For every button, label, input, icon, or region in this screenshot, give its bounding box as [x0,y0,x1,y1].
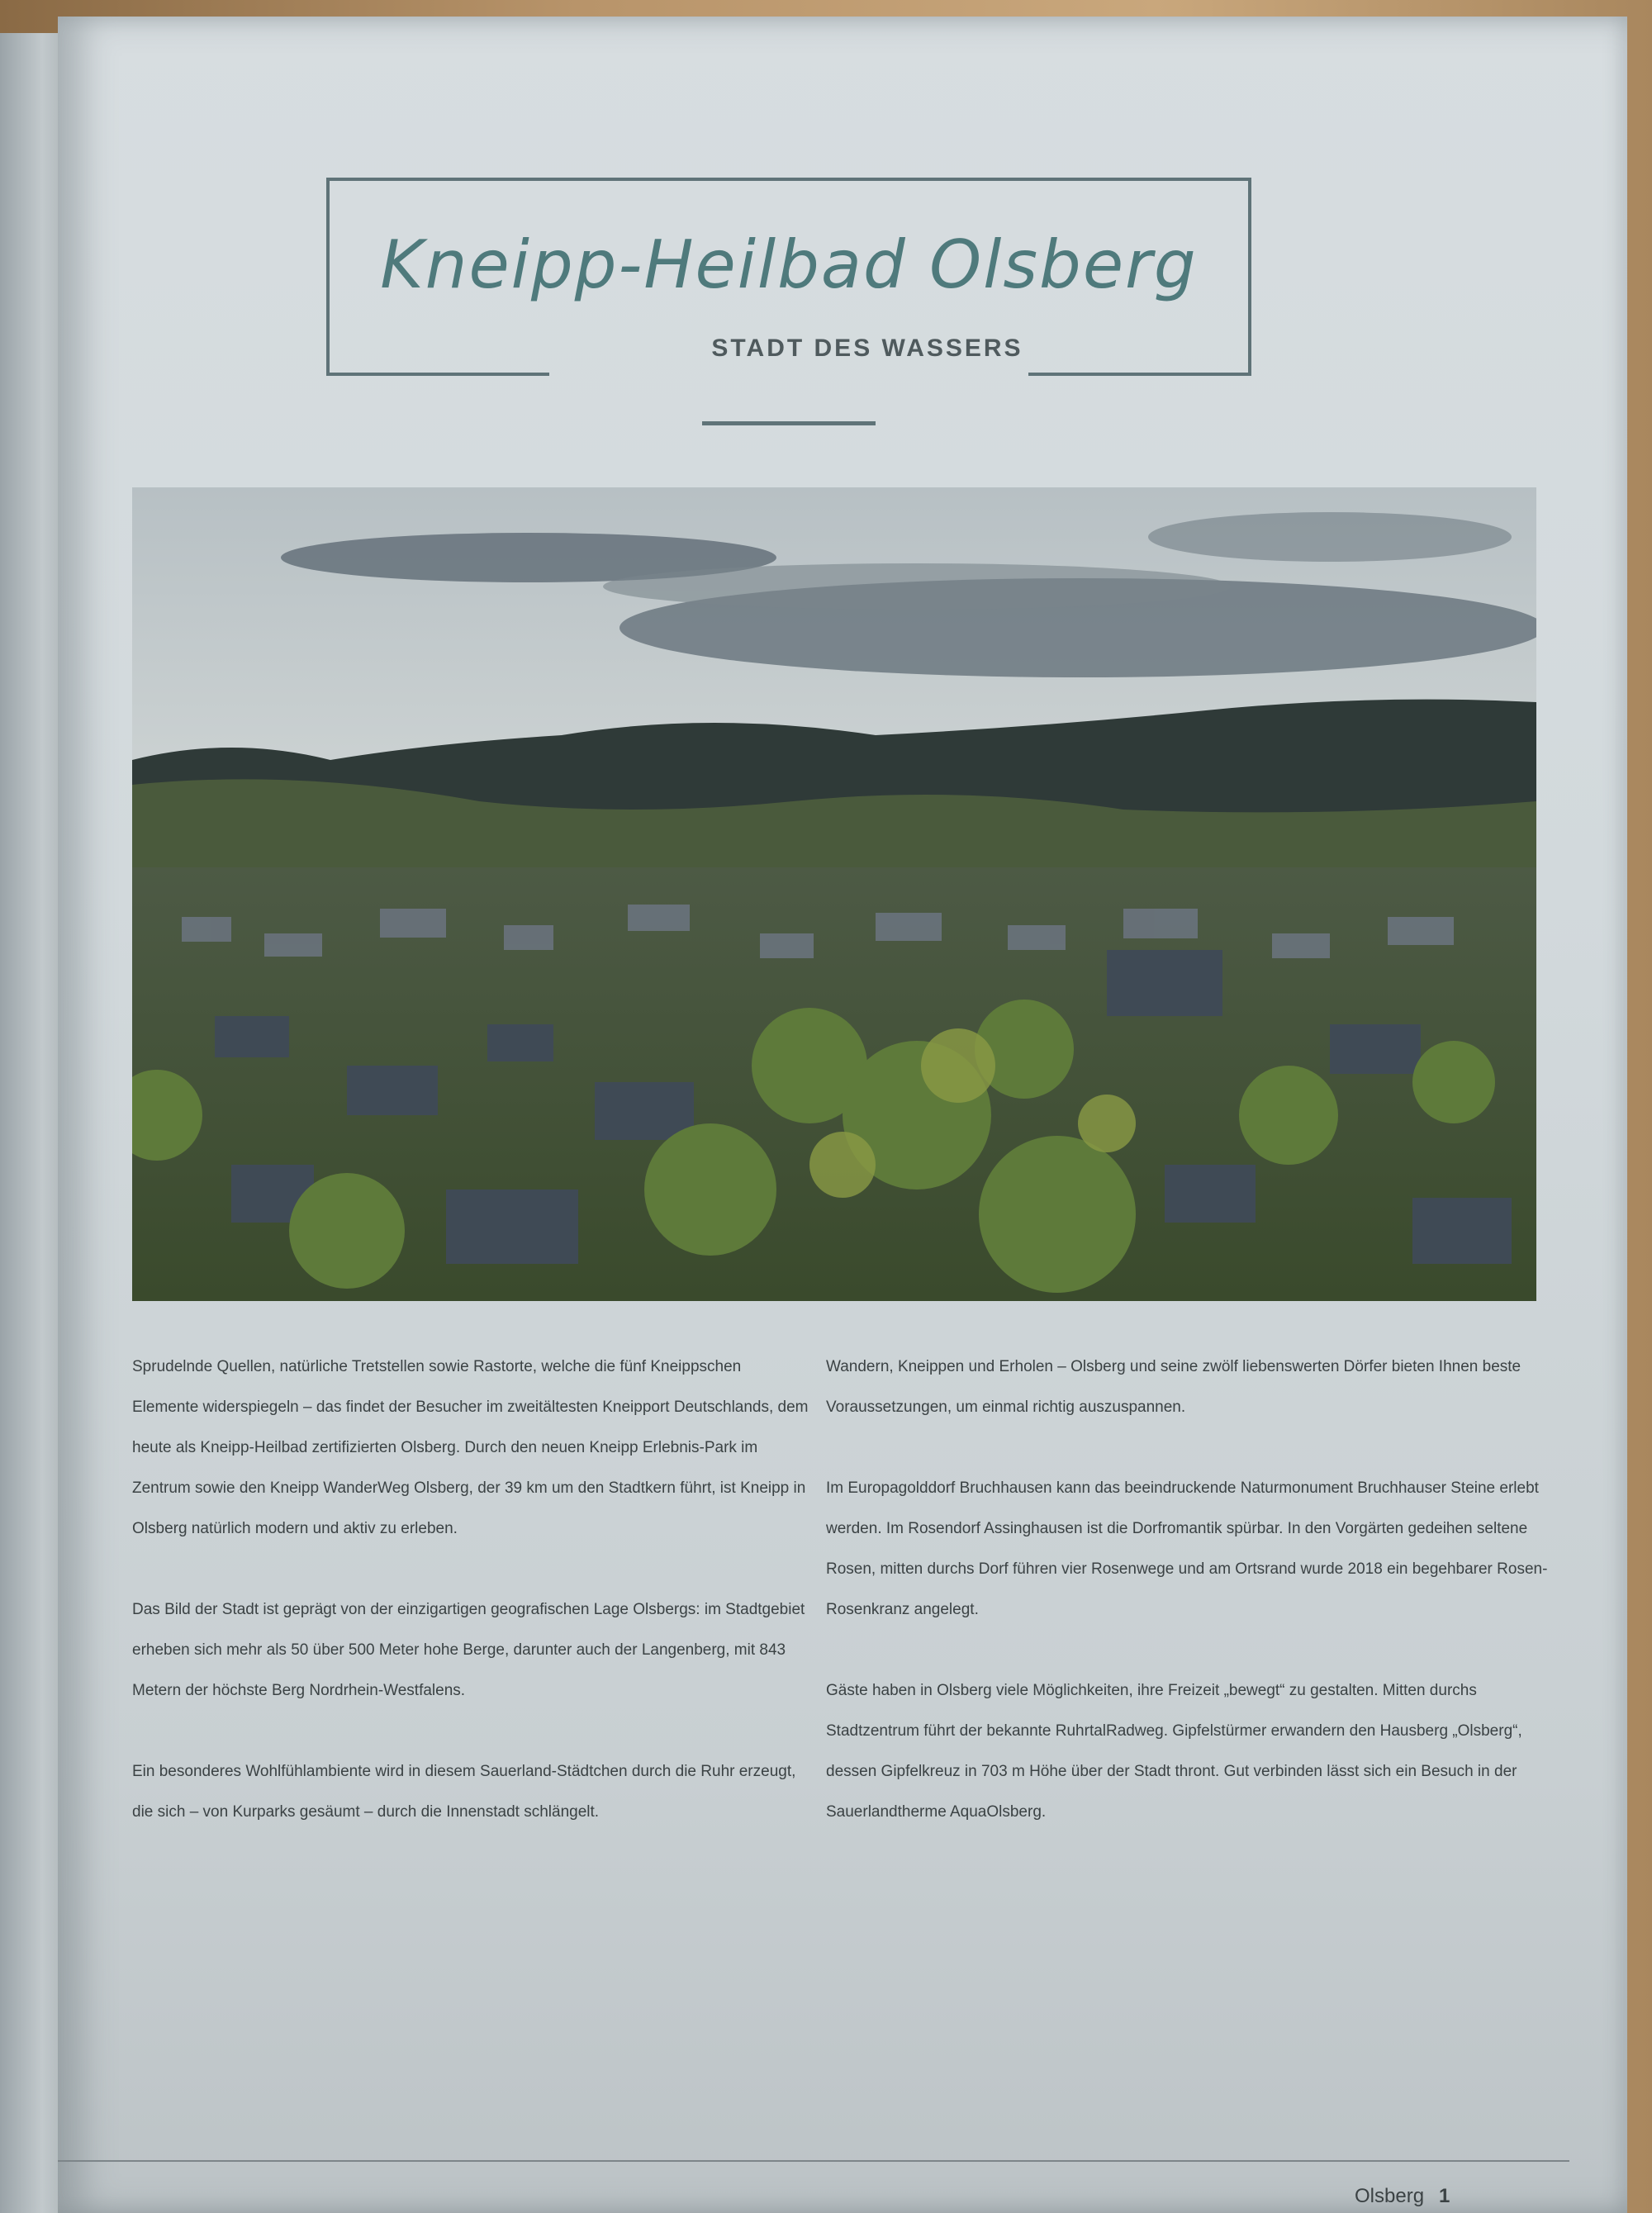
paragraph: Im Europagolddorf Bruchhausen kann das beeindruckende Naturmonument Bruchhauser Steine erlebt werden. Im Rosendorf Assinghausen ist die Dorfromantik spürbar. In den Vorgärten gedeihen seltene Rosen, mitten durchs Dorf führen vier Rosenwege und am Ortsrand wurde 2018 ein begehbarer Rosen-Rosenkranz angelegt. [826,1479,1548,1618]
text-column-left [132,1346,809,1873]
page-footer [1355,2185,1450,2208]
paragraph: Das Bild der Stadt ist geprägt von der einzigartigen geografischen Lage Olsbergs: im Stadtgebiet erheben sich mehr als 50 über 500 Meter hohe Berge, darunter auch der Langenberg, mit 843 Metern der höchste Berg Nordrhein-Westfalens. [132,1601,805,1699]
page-title: Kneipp-Heilbad Olsberg [380,226,1198,303]
paragraph: Wandern, Kneippen und Erholen – Olsberg und seine zwölf liebenswerten Dörfer bieten Ihnen beste Voraussetzungen, um einmal richtig auszuspannen. [826,1358,1521,1416]
footer-divider [58,2160,1569,2162]
paragraph: Sprudelnde Quellen, natürliche Tretstellen sowie Rastorte, welche die fünf Kneippschen Elemente widerspiegeln – das findet der Besucher im zweitältesten Kneipport Deutschlands, dem heute als Kneipp-Heilbad zertifizierten Olsberg. Durch den neuen Kneipp Erlebnis-Park im Zentrum sowie den Kneipp WanderWeg Olsberg, der 39 km um den Stadtkern führt, ist Kneipp in Olsberg natürlich modern und aktiv zu erleben. [132,1358,809,1537]
aerial-town-photo [132,487,1536,1301]
paragraph: Gäste haben in Olsberg viele Möglichkeiten, ihre Freizeit „bewegt“ zu gestalten. Mitten durchs Stadtzentrum führt der bekannte RuhrtalRadweg. Gipfelstürmer erwandern den Hausberg „Olsberg“, dessen Gipfelkreuz in 703 m Höhe über der Stadt thront. Gut verbinden lässt sich ein Besuch in der Sauerlandtherme AquaOlsberg. [826,1682,1522,1821]
text-column-right [826,1346,1553,1873]
divider-line [702,421,876,425]
footer-label: Olsberg [1355,2185,1425,2207]
page-number: 1 [1439,2185,1450,2207]
page-subtitle: STADT DES WASSERS [711,335,1023,362]
magazine-page [58,17,1627,2213]
paragraph: Ein besonderes Wohlfühlambiente wird in diesem Sauerland-Städtchen durch die Ruhr erzeugt, die sich – von Kurparks gesäumt – durch die Innenstadt schlängelt. [132,1763,796,1821]
photo-illustration [132,487,1536,1301]
